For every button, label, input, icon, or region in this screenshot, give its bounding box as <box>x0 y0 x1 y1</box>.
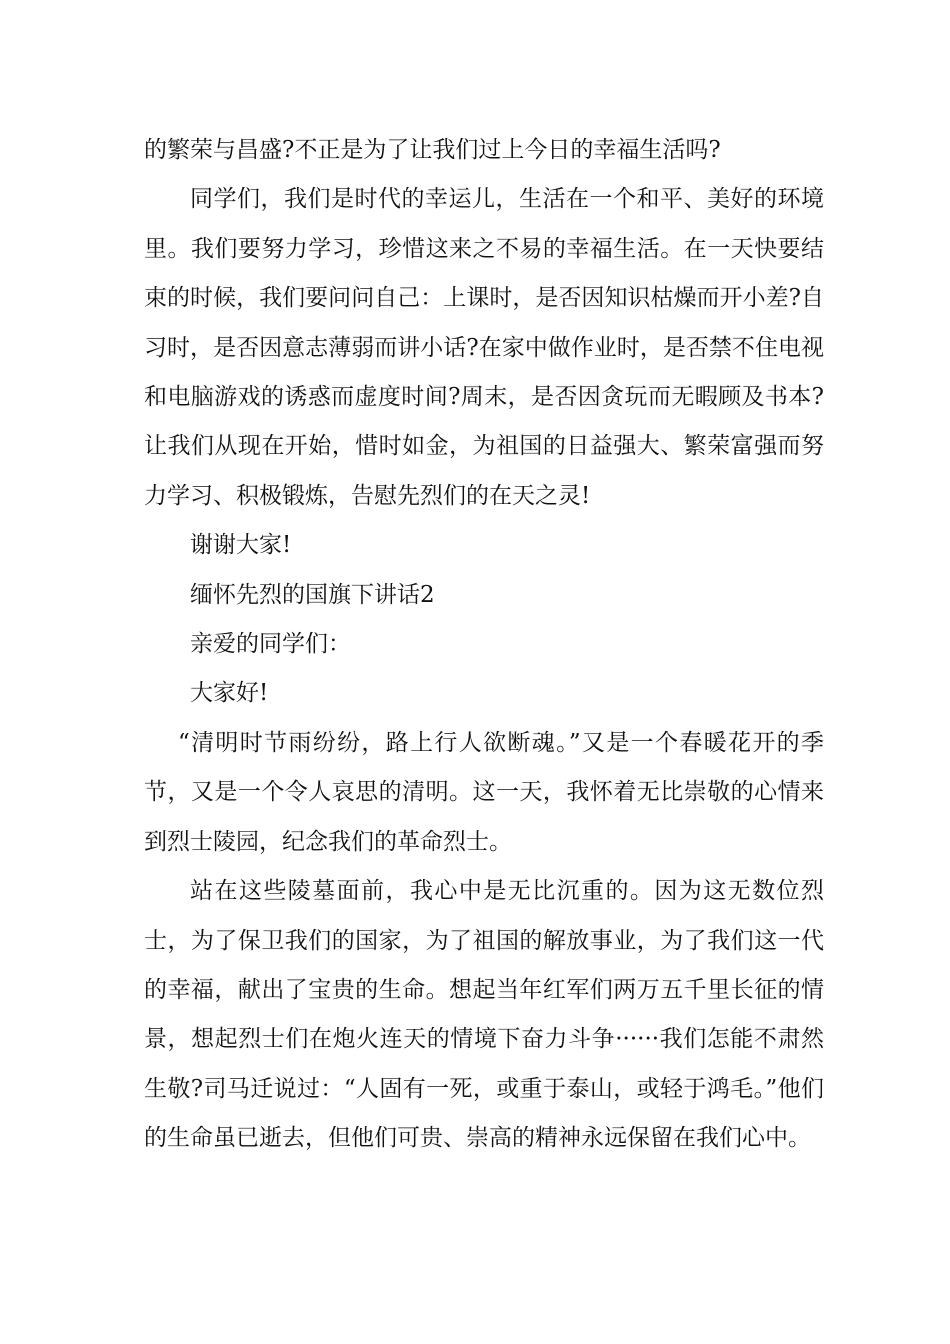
paragraph-continuation: 的繁荣与昌盛?不正是为了让我们过上今日的幸福生活吗? <box>144 137 721 163</box>
paragraph-thanks: 谢谢大家! <box>190 532 292 559</box>
paragraph-martyrs: 站在这些陵墓面前，我心中是无比沉重的。因为这无数位烈士，为了保卫我们的国家，为了祖国的解放事业，为了我们这一代的幸福，献出了宝贵的生命。想起当年红军们两万五千里长征的情景，想起烈士们在炮火连天的情境下奋力斗争······我们怎能不肃然生敬?司马迁说过：“人固有一死，或重于泰山，或轻于鸿毛。”他们的生命虽已逝去，但他们可贵、崇高的精神永远保留在我们心中。 <box>144 878 824 1152</box>
speech-title: 缅怀先烈的国旗下讲话2 <box>190 581 435 608</box>
paragraph-qingming: “清明时节雨纷纷，路上行人欲断魂。”又是一个春暖花开的季节，又是一个令人哀思的清明。这一天，我怀着无比崇敬的心情来到烈士陵园，纪念我们的革命烈士。 <box>144 729 824 855</box>
paragraph-greeting: 大家好! <box>190 680 269 707</box>
paragraph-cherish-life: 同学们，我们是时代的幸运儿，生活在一个和平、美好的环境里。我们要努力学习，珍惜这来之不易的幸福生活。在一天快要结束的时候，我们要问问自己：上课时，是否因知识枯燥而开小差?自习时，是否因意志薄弱而讲小话?在家中做作业时，是否禁不住电视和电脑游戏的诱惑而虚度时间?周末，是否因贪玩而无暇顾及书本?让我们从现在开始，惜时如金，为祖国的日益强大、繁荣富强而努力学习、积极锻炼，告慰先烈们的在天之灵! <box>144 186 824 509</box>
paragraph-salutation: 亲爱的同学们： <box>190 631 351 658</box>
document-body <box>144 126 824 1164</box>
